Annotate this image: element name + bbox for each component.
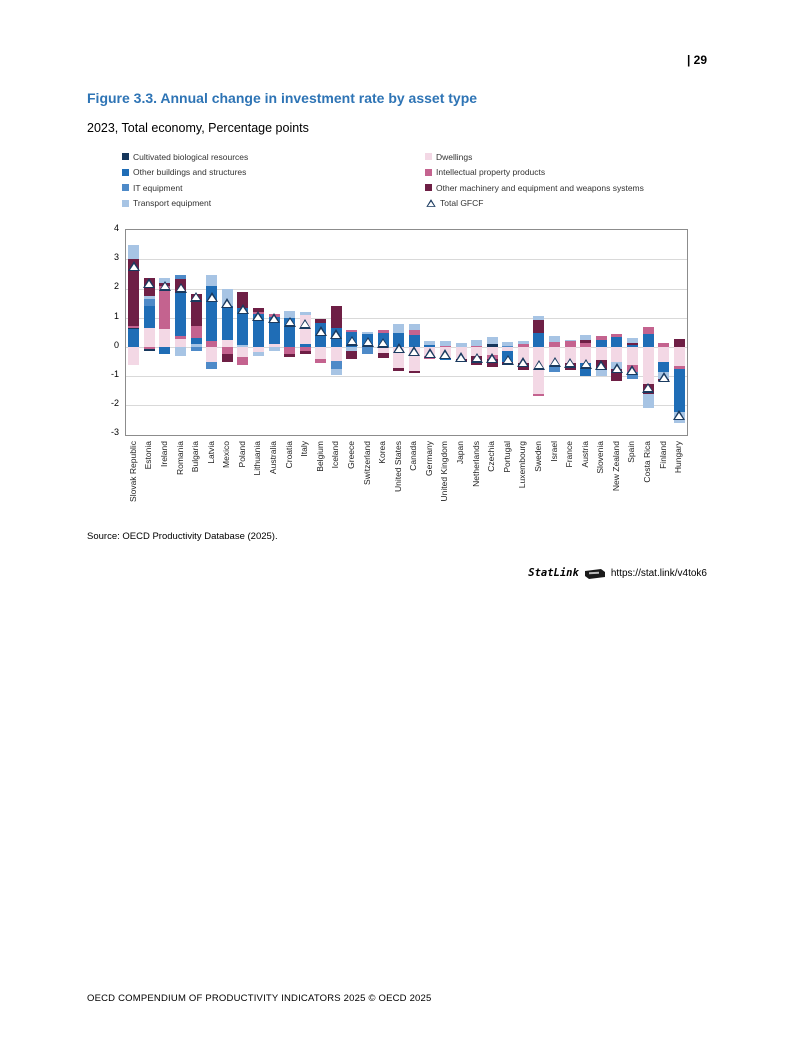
bar-segment <box>533 320 544 332</box>
total-gfcf-marker <box>330 329 342 339</box>
bar-segment <box>315 319 326 323</box>
total-gfcf-marker <box>611 363 623 373</box>
bar-segment <box>191 338 202 345</box>
bar-segment <box>300 312 311 315</box>
gridline-3 <box>126 259 687 260</box>
bar-segment <box>315 359 326 363</box>
bar-segment <box>191 326 202 338</box>
bar-segment <box>346 351 357 359</box>
total-gfcf-marker <box>237 304 249 314</box>
x-axis-label: Hungary <box>673 441 684 474</box>
bar-segment <box>346 330 357 332</box>
bar-segment <box>580 340 591 343</box>
total-gfcf-marker <box>299 319 311 329</box>
bar-segment <box>611 337 622 347</box>
bar-segment <box>237 347 248 357</box>
bar-segment <box>331 369 342 375</box>
total-gfcf-marker <box>486 353 498 363</box>
legend-label: Cultivated biological resources <box>133 151 249 162</box>
x-axis-label: Korea <box>377 441 388 464</box>
bar-segment <box>159 347 170 354</box>
bar-segment <box>175 339 186 347</box>
bar-segment <box>643 327 654 335</box>
total-gfcf-marker <box>564 358 576 368</box>
x-axis-label: Bulgaria <box>190 441 201 473</box>
bar-segment <box>596 370 607 376</box>
bar-segment <box>674 347 685 366</box>
x-axis-label: Slovak Republic <box>127 441 138 502</box>
total-gfcf-marker <box>439 349 451 359</box>
bar-segment <box>565 340 576 341</box>
bar-segment <box>643 394 654 407</box>
total-gfcf-marker <box>642 383 654 393</box>
x-axis-label: Australia <box>268 441 279 475</box>
x-axis-label: Lithuania <box>252 441 263 476</box>
x-axis-label: Germany <box>423 441 434 476</box>
bar-segment <box>627 338 638 342</box>
legend-item-cb <box>122 149 248 165</box>
y-axis-tick: -2 <box>110 398 119 409</box>
total-gfcf-marker <box>206 292 218 302</box>
legend-item-dw <box>425 149 644 165</box>
statlink <box>528 567 707 579</box>
bar-segment <box>128 347 139 365</box>
y-axis-tick: 0 <box>113 339 119 350</box>
x-axis-label: Spain <box>626 441 637 463</box>
total-gfcf-marker <box>424 348 436 358</box>
total-gfcf-marker <box>673 410 685 420</box>
legend-label: Other machinery and equipment and weapons systems <box>436 182 644 193</box>
y-axis-tick: -1 <box>110 369 119 379</box>
bar-segment <box>596 340 607 347</box>
legend-item-om <box>425 180 644 196</box>
total-gfcf-marker <box>159 281 171 291</box>
total-gfcf-marker <box>377 338 389 348</box>
bar-segment <box>533 333 544 347</box>
total-gfcf-marker <box>128 261 140 271</box>
bar-segment <box>502 342 513 346</box>
bar-segment <box>627 347 638 365</box>
bar-segment <box>611 334 622 337</box>
bar-segment <box>206 347 217 362</box>
x-axis-label: United Kingdom <box>439 441 450 502</box>
bar-segment <box>393 324 404 332</box>
bar-segment <box>191 347 202 351</box>
bar-segment <box>674 369 685 411</box>
legend-swatch-icon <box>425 169 432 176</box>
gridline--1 <box>126 376 687 377</box>
bar-segment <box>362 347 373 354</box>
x-axis-label: France <box>564 441 575 468</box>
bar-segment <box>580 335 591 340</box>
bar-segment <box>409 371 420 373</box>
bar-segment <box>206 362 217 369</box>
bar-segment <box>222 340 233 347</box>
total-gfcf-marker <box>268 313 280 323</box>
bar-segment <box>471 340 482 346</box>
bar-segment <box>533 316 544 320</box>
figure-subtitle: 2023, Total economy, Percentage points <box>87 121 309 135</box>
x-axis-label: Mexico <box>221 441 232 468</box>
bar-segment <box>237 357 248 364</box>
legend-label: Total GFCF <box>440 198 484 209</box>
bar-segment <box>144 296 155 299</box>
total-gfcf-marker <box>626 365 638 375</box>
legend-column-left <box>122 149 248 211</box>
legend-swatch-icon <box>122 153 129 160</box>
bar-segment <box>409 330 420 335</box>
bar-segment <box>159 329 170 347</box>
statlink-icon <box>584 568 606 579</box>
total-gfcf-marker <box>175 283 187 293</box>
total-gfcf-marker <box>408 346 420 356</box>
bar-segment <box>128 328 139 329</box>
bar-segment <box>175 347 186 356</box>
legend-label: Other buildings and structures <box>133 167 247 178</box>
bar-segment <box>269 347 280 351</box>
bar-segment <box>424 341 435 345</box>
total-gfcf-marker <box>284 317 296 327</box>
bar-segment <box>315 347 326 359</box>
legend-column-right <box>425 149 644 211</box>
legend-swatch-icon <box>122 200 129 207</box>
x-axis-label: Costa Rica <box>642 441 653 483</box>
legend-label: Dwellings <box>436 151 473 162</box>
bar-segment <box>658 347 669 362</box>
x-axis-label: Romania <box>174 441 185 476</box>
bar-segment <box>596 347 607 360</box>
total-gfcf-marker <box>315 326 327 336</box>
bar-segment <box>533 347 544 394</box>
x-axis-label: New Zealand <box>610 441 621 492</box>
x-axis-label: Luxembourg <box>517 441 528 489</box>
bar-segment <box>549 336 560 342</box>
x-axis-label: Iceland <box>330 441 341 469</box>
bar-segment <box>409 324 420 330</box>
bar-segment <box>144 306 155 328</box>
x-axis-label: Czechia <box>486 441 497 472</box>
bar-segment <box>331 306 342 328</box>
total-gfcf-marker <box>471 353 483 363</box>
bar-segment <box>144 328 155 347</box>
total-gfcf-marker <box>190 292 202 302</box>
legend-swatch-icon <box>425 153 432 160</box>
x-axis-label: Poland <box>236 441 247 468</box>
x-axis-label: Slovenia <box>595 441 606 474</box>
figure-title: Figure 3.3. Annual change in investment rate by asset type <box>87 90 478 106</box>
x-axis-label: Latvia <box>205 441 216 464</box>
bar-segment <box>175 293 186 336</box>
legend-swatch-icon <box>425 184 432 191</box>
total-gfcf-marker <box>393 343 405 353</box>
total-gfcf-marker <box>362 337 374 347</box>
legend-label: IT equipment <box>133 182 183 193</box>
total-gfcf-marker <box>502 355 514 365</box>
bar-segment <box>253 352 264 356</box>
x-axis-label: United States <box>392 441 403 493</box>
bar-segment <box>487 337 498 344</box>
y-axis-tick: -3 <box>110 427 119 438</box>
legend-label: Transport equipment <box>133 198 212 209</box>
x-axis-label: Portugal <box>501 441 512 473</box>
total-gfcf-marker <box>252 311 264 321</box>
x-axis-label: Switzerland <box>361 441 372 485</box>
page-footer: OECD COMPENDIUM OF PRODUCTIVITY INDICATORS 2025 © OECD 2025 <box>87 993 432 1004</box>
legend-swatch-icon <box>122 169 129 176</box>
total-gfcf-legend-triangle-icon <box>426 199 435 207</box>
bar-segment <box>222 354 233 361</box>
legend-item-ip <box>425 165 644 181</box>
x-axis-label: Sweden <box>532 441 543 472</box>
bar-segment <box>144 349 155 351</box>
statlink-label: StatLink <box>528 567 579 579</box>
y-axis-tick: 4 <box>113 223 119 233</box>
bar-segment <box>393 368 404 371</box>
x-axis-label: Belgium <box>314 441 325 472</box>
legend-item-total <box>425 196 644 212</box>
x-axis-label: Greece <box>345 441 356 469</box>
bar-segment <box>627 343 638 345</box>
total-gfcf-marker <box>658 372 670 382</box>
bar-segment <box>518 341 529 345</box>
bar-segment <box>128 326 139 328</box>
source-note: Source: OECD Productivity Database (2025). <box>87 531 278 542</box>
total-gfcf-marker <box>533 360 545 370</box>
bar-segment <box>128 245 139 258</box>
x-axis-label: Netherlands <box>470 441 481 487</box>
bar-segment <box>596 336 607 340</box>
bar-segment <box>533 394 544 396</box>
total-gfcf-marker <box>221 298 233 308</box>
total-gfcf-marker <box>580 359 592 369</box>
x-axis-label: Croatia <box>283 441 294 469</box>
statlink-url[interactable]: https://stat.link/v4tok6 <box>610 567 707 579</box>
bar-segment <box>611 347 622 362</box>
x-axis-label: Estonia <box>143 441 154 470</box>
x-axis-label: Italy <box>299 441 310 457</box>
bar-segment <box>378 330 389 332</box>
y-axis-tick: 3 <box>113 252 119 263</box>
legend-item-it <box>122 180 248 196</box>
x-axis-label: Ireland <box>158 441 169 467</box>
bar-segment <box>331 361 342 369</box>
bar-segment <box>300 351 311 354</box>
bar-segment <box>284 347 295 354</box>
bar-segment <box>144 299 155 307</box>
x-axis-label: Japan <box>455 441 466 465</box>
x-axis-label: Finland <box>657 441 668 469</box>
chart-plot-area <box>125 229 688 436</box>
bar-segment <box>222 306 233 341</box>
x-axis-label: Canada <box>408 441 419 471</box>
page-number: | 29 <box>686 53 707 67</box>
legend-label: Intellectual property products <box>436 167 546 178</box>
x-axis-label: Israel <box>548 441 559 462</box>
bar-segment <box>284 354 295 357</box>
bar-segment <box>222 347 233 354</box>
bar-segment <box>440 341 451 346</box>
legend-swatch-icon <box>122 184 129 191</box>
total-gfcf-marker <box>549 357 561 367</box>
bar-segment <box>175 336 186 340</box>
bar-segment <box>378 353 389 358</box>
bar-segment <box>409 335 420 347</box>
y-axis-tick: 2 <box>113 281 119 292</box>
bar-segment <box>175 275 186 279</box>
bar-segment <box>643 334 654 347</box>
bar-segment <box>658 362 669 372</box>
bar-segment <box>331 347 342 361</box>
bar-segment <box>206 275 217 285</box>
total-gfcf-marker <box>346 336 358 346</box>
total-gfcf-marker <box>595 360 607 370</box>
legend-item-tr <box>122 196 248 212</box>
x-axis-label: Austria <box>579 441 590 468</box>
y-axis-tick: 1 <box>113 310 119 321</box>
total-gfcf-marker <box>455 352 467 362</box>
total-gfcf-marker <box>143 278 155 288</box>
total-gfcf-marker <box>517 357 529 367</box>
bar-segment <box>362 332 373 335</box>
gridline--2 <box>126 405 687 406</box>
bar-segment <box>643 347 654 384</box>
bar-segment <box>128 329 139 347</box>
bar-segment <box>159 286 170 329</box>
legend-item-ob <box>122 165 248 181</box>
bar-segment <box>674 339 685 347</box>
